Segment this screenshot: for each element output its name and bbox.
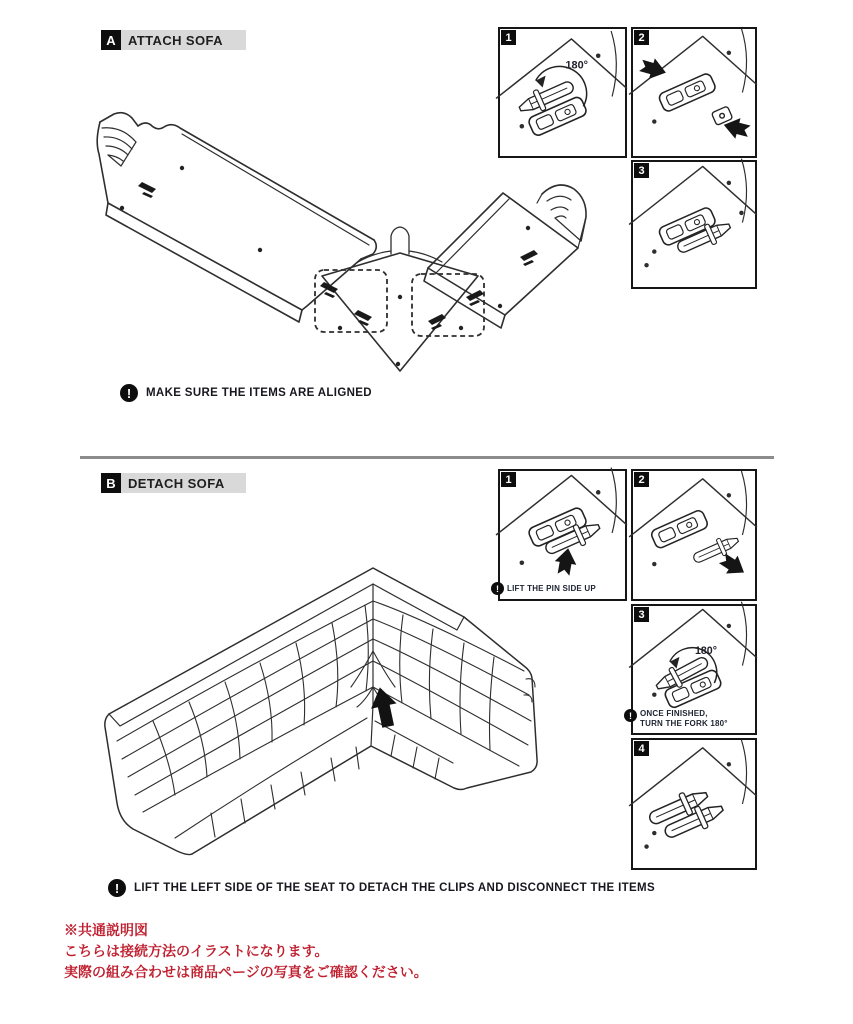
step-number-badge: 3 — [634, 163, 649, 178]
section-a-badge: A — [101, 30, 121, 50]
attach-step-1-drawing — [500, 29, 625, 156]
exclamation-circle-icon: ! — [624, 709, 637, 722]
detach-step-2-drawing — [633, 471, 755, 599]
attach-step-3-drawing — [633, 162, 755, 287]
exclamation-circle-icon: ! — [108, 879, 126, 897]
exclamation-circle-icon: ! — [120, 384, 138, 402]
footer-line-1: ※共通説明図 — [64, 922, 148, 938]
screw-dot — [739, 211, 743, 215]
tufting-left-section — [117, 601, 373, 838]
step-number-badge: 4 — [634, 741, 649, 756]
section-a-title: ATTACH SOFA — [121, 30, 246, 50]
detach-step-4-panel — [631, 738, 757, 870]
attach-note-text: MAKE SURE THE ITEMS ARE ALIGNED — [146, 387, 372, 399]
section-b-title: DETACH SOFA — [121, 473, 246, 493]
clip-plate — [650, 509, 709, 550]
step-caption-line2: TURN THE FORK 180° — [640, 719, 728, 728]
pull-arrow — [716, 549, 750, 581]
footer-line-2: こちらは接続方法のイラストになります。 — [64, 943, 329, 959]
clip-highlight-box-left — [315, 270, 387, 332]
detach-note — [108, 879, 655, 897]
rotation-angle-label: 180° — [694, 645, 717, 658]
step-caption-text: LIFT THE PIN SIDE UP — [507, 583, 596, 593]
attach-step-3-panel — [631, 160, 757, 289]
detach-step-2-panel — [631, 469, 757, 601]
detach-sofa-diagram — [95, 555, 535, 865]
arm-scallop-right — [547, 196, 571, 218]
step-number-badge: 3 — [634, 607, 649, 622]
section-b-header — [101, 473, 246, 493]
push-arrow-right — [721, 115, 752, 142]
detach-step-4-drawing — [633, 740, 755, 868]
right-base-piece — [424, 185, 586, 328]
attach-note — [120, 384, 372, 402]
attach-step-1-panel — [498, 27, 627, 158]
attach-step-2-drawing — [633, 29, 755, 156]
step-number-badge: 1 — [501, 30, 516, 45]
exclamation-circle-icon: ! — [491, 582, 504, 595]
step-caption — [624, 709, 728, 729]
step-caption-line1: ONCE FINISHED, — [640, 709, 708, 718]
connector-clips — [138, 182, 538, 330]
footer-line-3: 実際の組み合わせは商品ページの写真をご確認ください。 — [64, 964, 428, 980]
push-arrow-left — [638, 55, 669, 83]
clip-plate — [658, 72, 717, 113]
section-a-header — [101, 30, 246, 50]
rotation-angle-label: 180° — [565, 59, 589, 72]
step-number-badge: 2 — [634, 30, 649, 45]
section-b-badge: B — [101, 473, 121, 493]
detach-step-1-drawing — [500, 471, 625, 599]
arm-scallop-left — [102, 128, 136, 161]
detach-note-text: LIFT THE LEFT SIDE OF THE SEAT TO DETACH THE CLIPS AND DISCONNECT THE ITEMS — [134, 882, 655, 894]
section-divider — [80, 456, 774, 459]
screw-dot — [644, 263, 648, 267]
step-number-badge: 1 — [501, 472, 516, 487]
footer-note — [64, 920, 428, 983]
step-caption — [491, 582, 596, 595]
screw-dot — [644, 844, 648, 848]
detach-step-1-panel — [498, 469, 627, 601]
step-number-badge: 2 — [634, 472, 649, 487]
attach-step-2-panel — [631, 27, 757, 158]
detach-step-3-panel — [631, 604, 757, 735]
